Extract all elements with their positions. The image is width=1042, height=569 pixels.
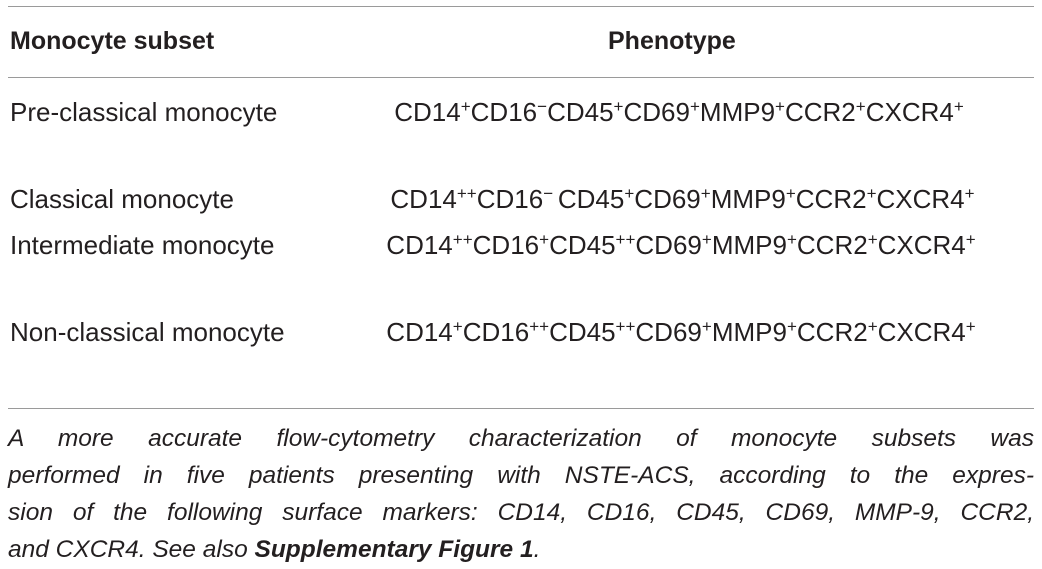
phenotype-markers	[325, 179, 1040, 220]
marker-sign: +	[452, 317, 463, 336]
table-bottom-rule	[8, 408, 1034, 409]
marker-sign: +	[701, 317, 712, 336]
marker-sign: +	[701, 230, 712, 249]
marker-sign: +	[624, 184, 635, 203]
footnote-line: A more accurate flow-cytometry characterization of monocyte subsets was	[8, 425, 1034, 452]
marker-sign: +	[964, 184, 975, 203]
marker-sign: +	[700, 184, 711, 203]
marker-sign: −	[543, 184, 558, 203]
marker-name: CD16	[462, 317, 530, 347]
marker-name: CD69	[623, 97, 690, 127]
marker-name: MMP9	[710, 184, 786, 214]
marker-sign: ++	[615, 317, 636, 336]
marker-name: CD45	[549, 317, 616, 347]
marker-name: CCR2	[796, 317, 868, 347]
marker-name: CCR2	[795, 184, 867, 214]
footnote-line: performed in five patients presenting with NSTE-ACS, according to the expres-	[8, 462, 1034, 489]
table-header-rule	[8, 77, 1034, 78]
marker-name: CD45	[557, 184, 625, 214]
marker-sign: −	[537, 97, 548, 116]
marker-name: CCR2	[796, 230, 868, 260]
marker-name: MMP9	[699, 97, 776, 127]
marker-sign: ++	[615, 230, 636, 249]
marker-name: CD14	[390, 184, 457, 214]
marker-sign: +	[786, 230, 797, 249]
marker-sign: +	[460, 97, 471, 116]
subset-name: Intermediate monocyte	[10, 230, 275, 260]
marker-name: CXCR4	[876, 184, 965, 214]
marker-name: CXCR4	[877, 230, 966, 260]
marker-sign: +	[866, 184, 877, 203]
marker-name: CD16	[472, 230, 540, 260]
marker-name: CD45	[549, 230, 616, 260]
marker-sign: +	[965, 317, 976, 336]
footnote-end: .	[533, 536, 541, 563]
marker-sign: ++	[529, 317, 550, 336]
footnote-last-line	[8, 531, 1034, 568]
marker-name: MMP9	[711, 317, 787, 347]
marker-sign: ++	[456, 184, 477, 203]
subset-name: Non-classical monocyte	[10, 317, 285, 347]
marker-name: CXCR4	[865, 97, 954, 127]
phenotype-markers	[334, 92, 1024, 133]
marker-name: CD69	[635, 230, 702, 260]
phenotype-markers	[321, 312, 1041, 353]
marker-sign: +	[786, 317, 797, 336]
supplementary-figure-link[interactable]: Supplementary Figure 1	[254, 536, 534, 563]
marker-sign: ++	[452, 230, 473, 249]
marker-sign: +	[867, 230, 878, 249]
marker-name: CD16	[476, 184, 544, 214]
header-monocyte-subset: Monocyte subset	[10, 27, 215, 55]
marker-name: CD45	[547, 97, 614, 127]
subset-name: Classical monocyte	[10, 184, 234, 214]
table-header-row	[8, 6, 1034, 77]
marker-name: CD69	[635, 317, 702, 347]
footnote-line: and CXCR4. See also	[8, 536, 255, 563]
footnote-line: sion of the following surface markers: CD14, CD16, CD45, CD69, MMP-9, CCR2,	[8, 499, 1034, 526]
marker-name: CD14	[386, 317, 453, 347]
marker-name: CD14	[386, 230, 453, 260]
marker-sign: +	[953, 97, 964, 116]
phenotype-markers	[321, 225, 1041, 266]
marker-sign: +	[785, 184, 796, 203]
marker-sign: +	[539, 230, 550, 249]
subset-name: Pre-classical monocyte	[10, 97, 278, 127]
marker-name: CD14	[394, 97, 461, 127]
marker-sign: +	[613, 97, 624, 116]
table-footnote	[8, 420, 1034, 568]
marker-name: CCR2	[784, 97, 856, 127]
marker-name: CD69	[634, 184, 701, 214]
marker-sign: +	[965, 230, 976, 249]
marker-sign: +	[689, 97, 700, 116]
header-phenotype: Phenotype	[608, 27, 736, 55]
marker-sign: +	[867, 317, 878, 336]
marker-sign: +	[855, 97, 866, 116]
marker-name: CXCR4	[877, 317, 966, 347]
marker-name: MMP9	[711, 230, 787, 260]
marker-sign: +	[775, 97, 785, 116]
marker-name: CD16	[470, 97, 538, 127]
